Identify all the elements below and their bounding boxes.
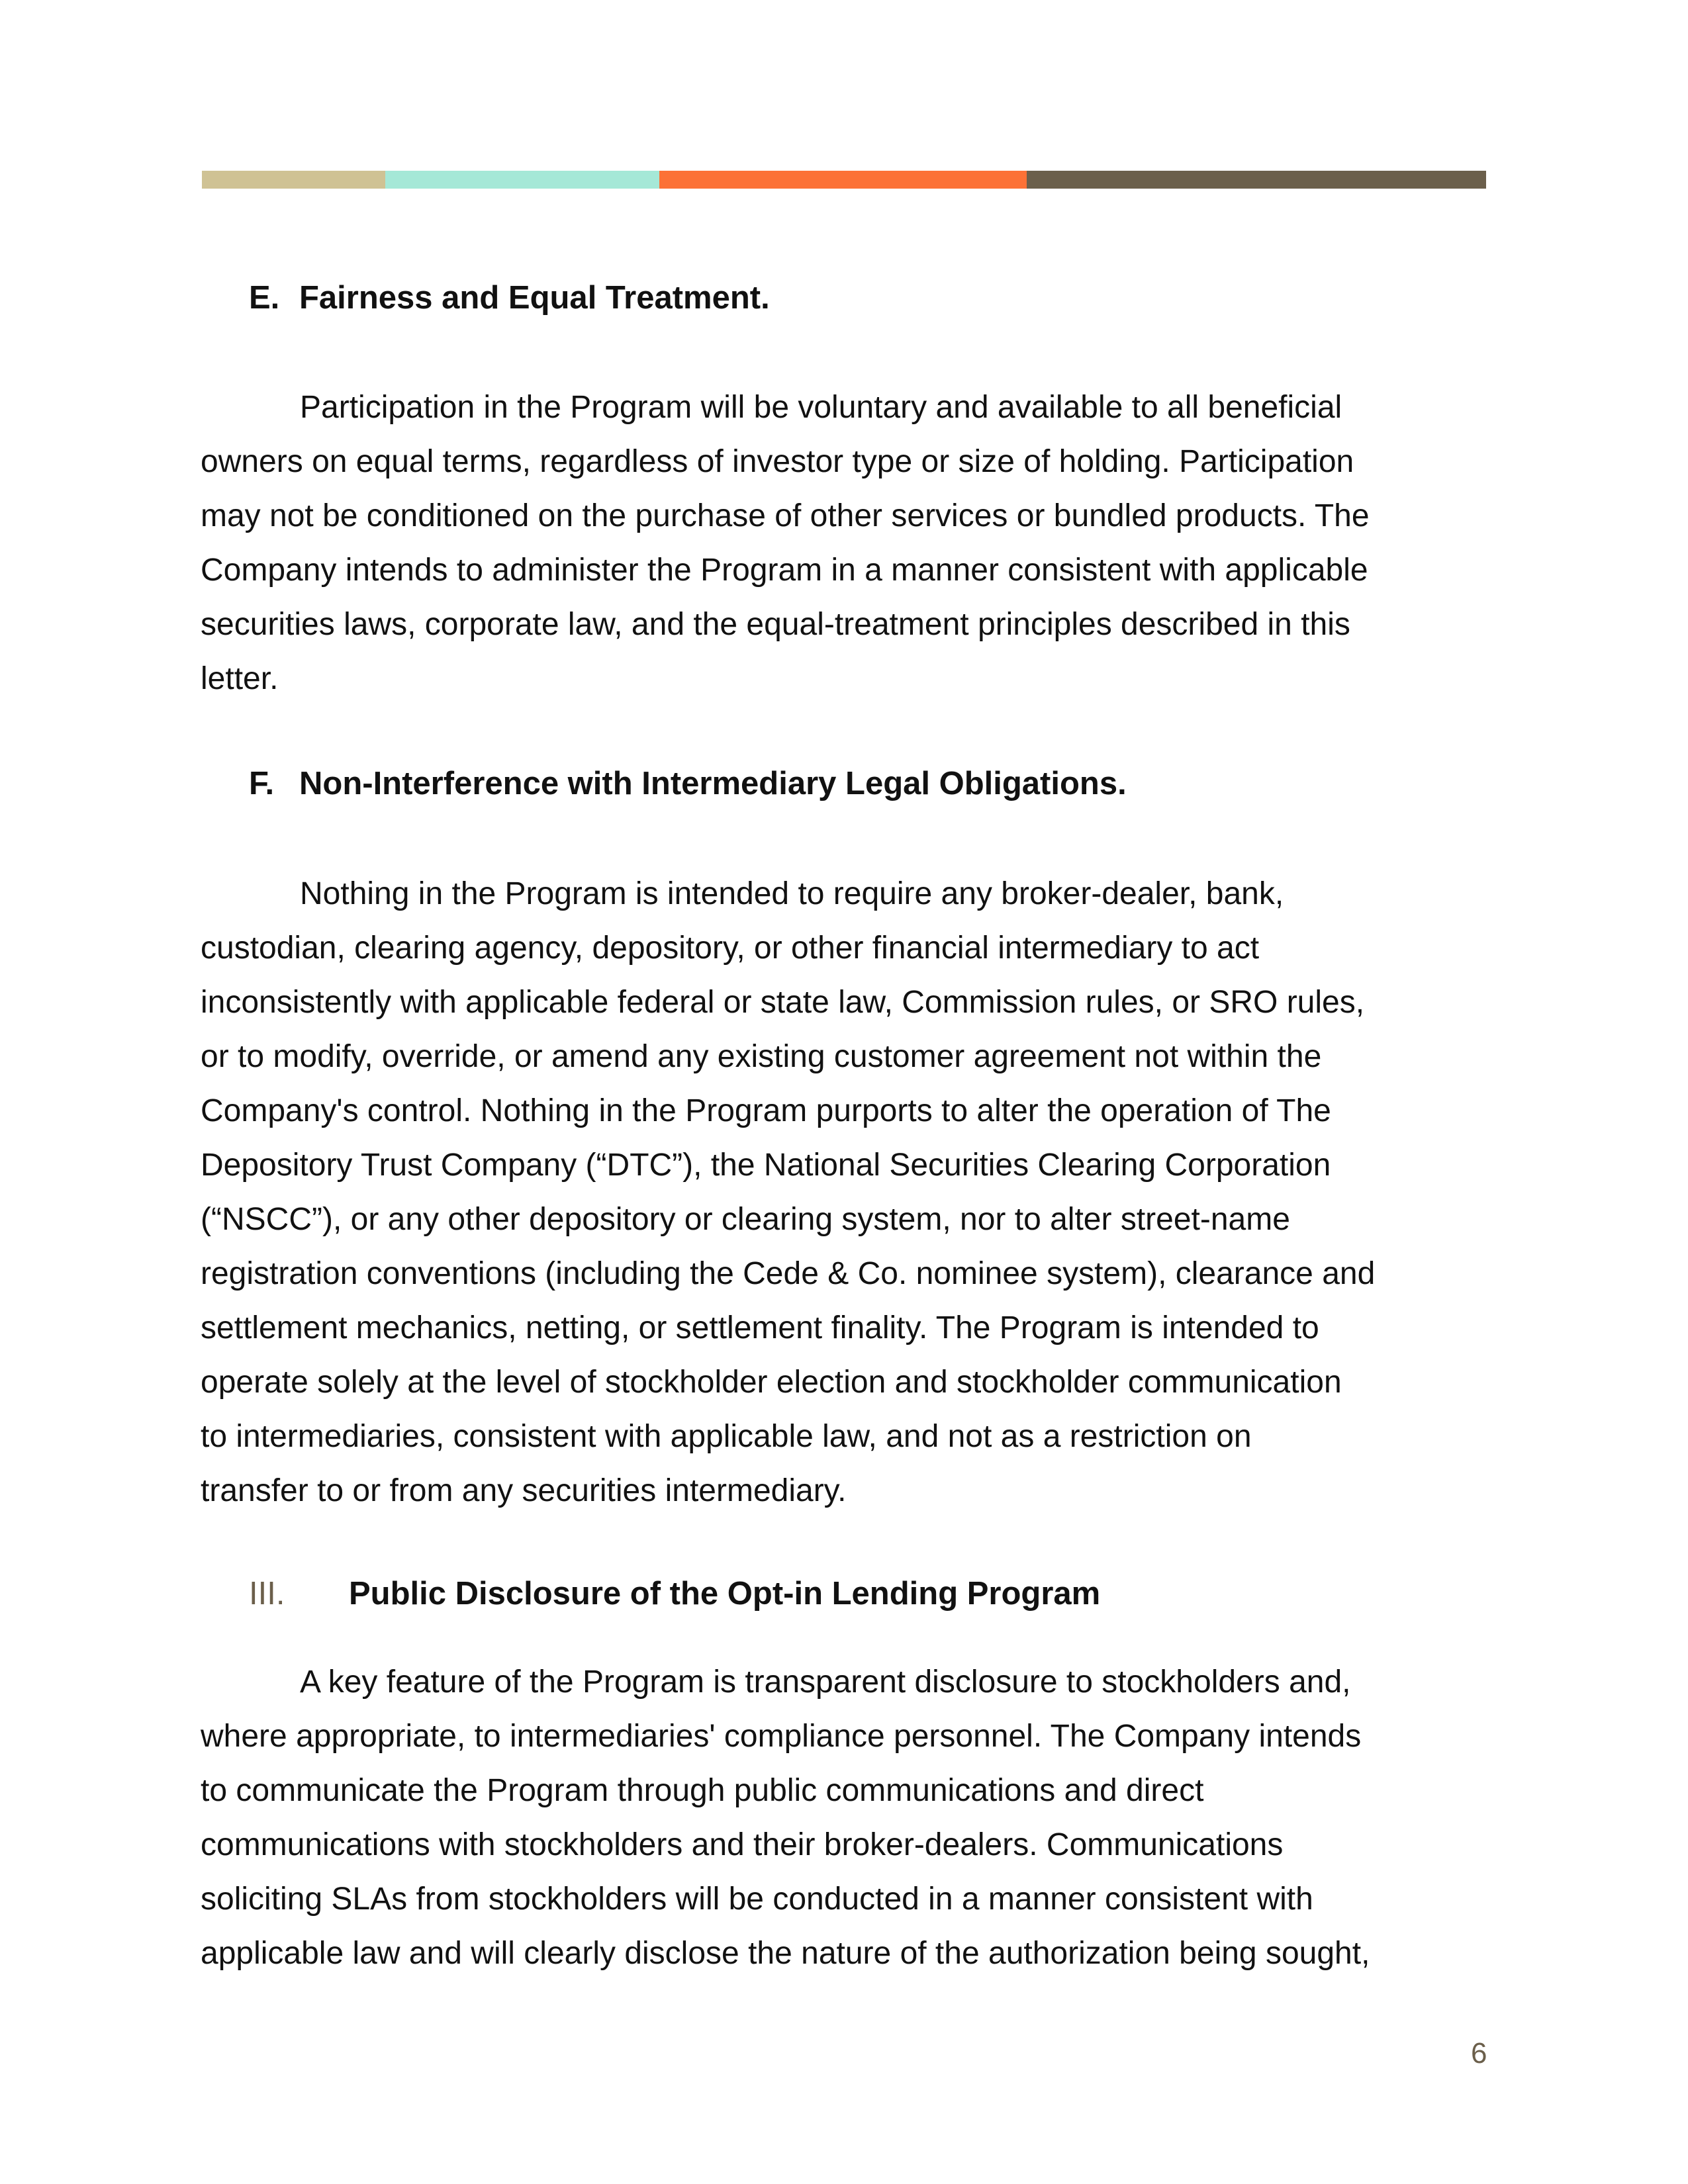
page-number: 6 (1471, 2037, 1487, 2070)
section-f-paragraph (201, 867, 1498, 1518)
text-line: operate solely at the level of stockholder election and stockholder communication (201, 1365, 1342, 1400)
text-line: Company's control. Nothing in the Program purports to alter the operation of The (201, 1093, 1331, 1128)
text-line: or to modify, override, or amend any existing customer agreement not within the (201, 1039, 1322, 1074)
text-line: soliciting SLAs from stockholders will be conducted in a manner consistent with (201, 1882, 1313, 1917)
text-line: Depository Trust Company (“DTC”), the National Securities Clearing Corporation (201, 1148, 1331, 1183)
text-line: Nothing in the Program is intended to require any broker-dealer, bank, (300, 876, 1284, 911)
text-line: to intermediaries, consistent with applicable law, and not as a restriction on (201, 1419, 1252, 1454)
text-line: securities laws, corporate law, and the equal-treatment principles described in this (201, 607, 1350, 642)
section-iii-heading: Public Disclosure of the Opt-in Lending Program (349, 1576, 1101, 1612)
bar-segment-tan (202, 171, 385, 189)
text-line: owners on equal terms, regardless of investor type or size of holding. Participation (201, 444, 1354, 479)
text-line: where appropriate, to intermediaries' compliance personnel. The Company intends (201, 1719, 1362, 1754)
text-line: inconsistently with applicable federal or state law, Commission rules, or SRO rules, (201, 985, 1365, 1020)
text-line: Participation in the Program will be voluntary and available to all beneficial (300, 390, 1342, 425)
text-line: Company intends to administer the Program in a manner consistent with applicable (201, 553, 1368, 588)
text-line: transfer to or from any securities intermediary. (201, 1473, 847, 1508)
section-e-marker: E. (249, 280, 280, 316)
text-line: registration conventions (including the Cede & Co. nominee system), clearance and (201, 1256, 1376, 1291)
text-line: settlement mechanics, netting, or settlement finality. The Program is intended to (201, 1310, 1319, 1345)
bar-segment-orange (659, 171, 1027, 189)
text-line: communications with stockholders and their broker-dealers. Communications (201, 1827, 1284, 1862)
text-line: (“NSCC”), or any other depository or clearing system, nor to alter street-name (201, 1202, 1290, 1237)
text-line: to communicate the Program through public communications and direct (201, 1773, 1204, 1808)
text-line: A key feature of the Program is transparent disclosure to stockholders and, (300, 1664, 1351, 1700)
section-iii-paragraph (201, 1655, 1498, 1981)
section-e-paragraph (201, 381, 1498, 706)
section-iii-marker: III. (249, 1576, 285, 1612)
section-e-heading: Fairness and Equal Treatment. (299, 280, 770, 316)
bar-segment-brown (1027, 171, 1486, 189)
text-line: custodian, clearing agency, depository, or other financial intermediary to act (201, 931, 1260, 966)
bar-segment-mint (385, 171, 659, 189)
section-f-marker: F. (249, 766, 275, 801)
text-line: letter. (201, 661, 279, 696)
section-f-heading: Non-Interference with Intermediary Legal Obligations. (299, 766, 1127, 801)
text-line: applicable law and will clearly disclose the nature of the authorization being sought, (201, 1936, 1370, 1971)
text-line: may not be conditioned on the purchase of other services or bundled products. The (201, 498, 1370, 533)
